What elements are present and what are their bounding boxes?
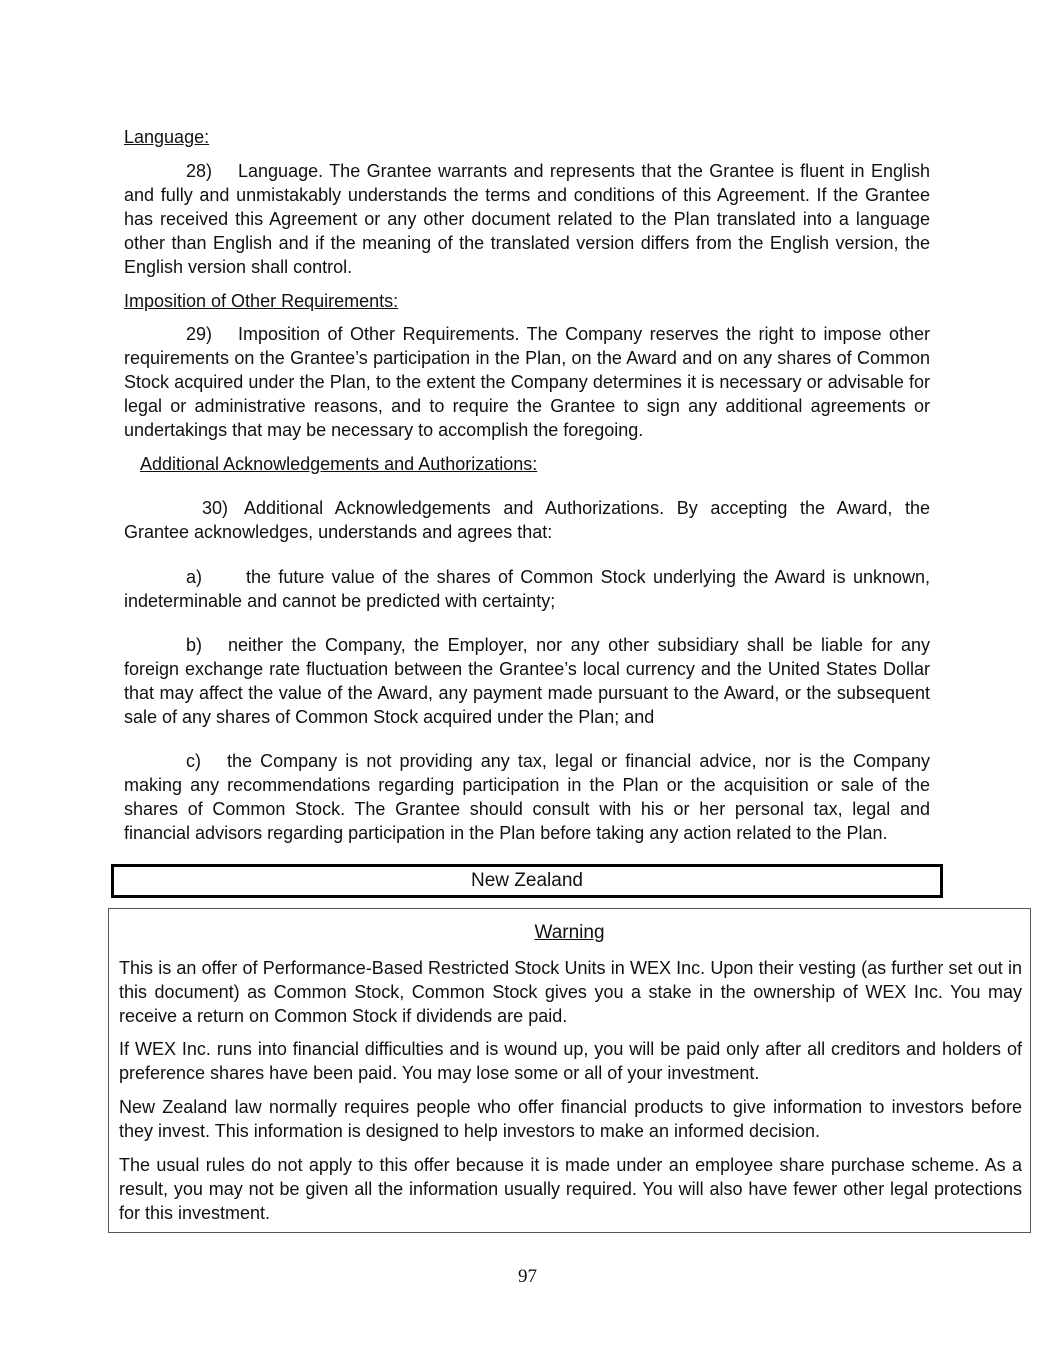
imposition-text: Imposition of Other Requirements. The Company reserves the right to impose other requirements on the Grantee’s participation in the Plan, on the Award and on any shares of Common Stock acquired under the Plan, to the extent the Company determines it is necessary or advisable for legal or administrative reasons, and to require the Grantee to sign any additional agreements or undertakings that may be necessary to accomplish the foregoing.	[124, 324, 930, 440]
acknowledgements-text: Additional Acknowledgements and Authorizations. By accepting the Award, the Grantee acknowledges, understands and agrees that:	[124, 498, 930, 542]
item-a-label: a)	[186, 567, 203, 587]
item-c-label: c)	[186, 751, 201, 771]
acknowledgement-item-a	[124, 565, 930, 613]
country-header-new-zealand: New Zealand	[111, 864, 943, 898]
acknowledgement-item-b	[124, 633, 930, 729]
acknowledgement-item-c	[124, 749, 930, 845]
language-text: Language. The Grantee warrants and represents that the Grantee is fluent in English and fully and unmistakably understands the terms and conditions of this Agreement. If the Grantee has received this Agreement or any other document related to the Plan translated into a language other than English and if the meaning of the translated version differs from the English version, the English version shall control.	[124, 161, 930, 277]
acknowledgements-number: 30)	[202, 498, 229, 518]
imposition-number: 29)	[186, 324, 213, 344]
imposition-paragraph	[124, 322, 930, 442]
warning-paragraph-1: This is an offer of Performance-Based Restricted Stock Units in WEX Inc. Upon their vesting (as further set out in this document) as Common Stock, Common Stock gives you a stake in the ownership of WEX Inc. You may receive a return on Common Stock if dividends are paid.	[119, 958, 1022, 1026]
item-b-text: neither the Company, the Employer, nor any other subsidiary shall be liable for any foreign exchange rate fluctuation between the Grantee’s local currency and the United States Dollar that may affect the value of the Award, any payment made pursuant to the Award, or the subsequent sale of any shares of Common Stock acquired under the Plan; and	[124, 635, 930, 727]
warning-paragraph-2: If WEX Inc. runs into financial difficulties and is wound up, you will be paid only after all creditors and holders of preference shares have been paid. You may lose some or all of your investment.	[119, 1039, 1022, 1083]
warning-paragraph-4: The usual rules do not apply to this offer because it is made under an employee share purchase scheme. As a result, you may not be given all the information usually required. You will also have fewer other legal protections for this investment.	[119, 1155, 1022, 1223]
acknowledgements-heading: Additional Acknowledgements and Authorizations:	[140, 454, 538, 474]
imposition-heading: Imposition of Other Requirements:	[124, 291, 399, 311]
language-paragraph	[124, 159, 930, 279]
item-c-text: the Company is not providing any tax, legal or financial advice, nor is the Company making any recommendations regarding participation in the Plan or the acquisition or sale of the shares of Common Stock. The Grantee should consult with his or her personal tax, legal and financial advisors regarding participation in the Plan before taking any action related to the Plan.	[124, 751, 930, 843]
language-number: 28)	[186, 161, 213, 181]
warning-title: Warning	[534, 922, 605, 943]
language-heading: Language:	[124, 127, 210, 147]
acknowledgements-paragraph	[124, 496, 930, 544]
item-a-text: the future value of the shares of Common Stock underlying the Award is unknown, indeterminable and cannot be predicted with certainty;	[124, 567, 930, 611]
page-number: 97	[518, 1266, 537, 1287]
warning-paragraph-3: New Zealand law normally requires people who offer financial products to give information to investors before they invest. This information is designed to help investors to make an informed decision.	[119, 1097, 1022, 1141]
item-b-label: b)	[186, 635, 203, 655]
warning-box	[108, 908, 1031, 1233]
